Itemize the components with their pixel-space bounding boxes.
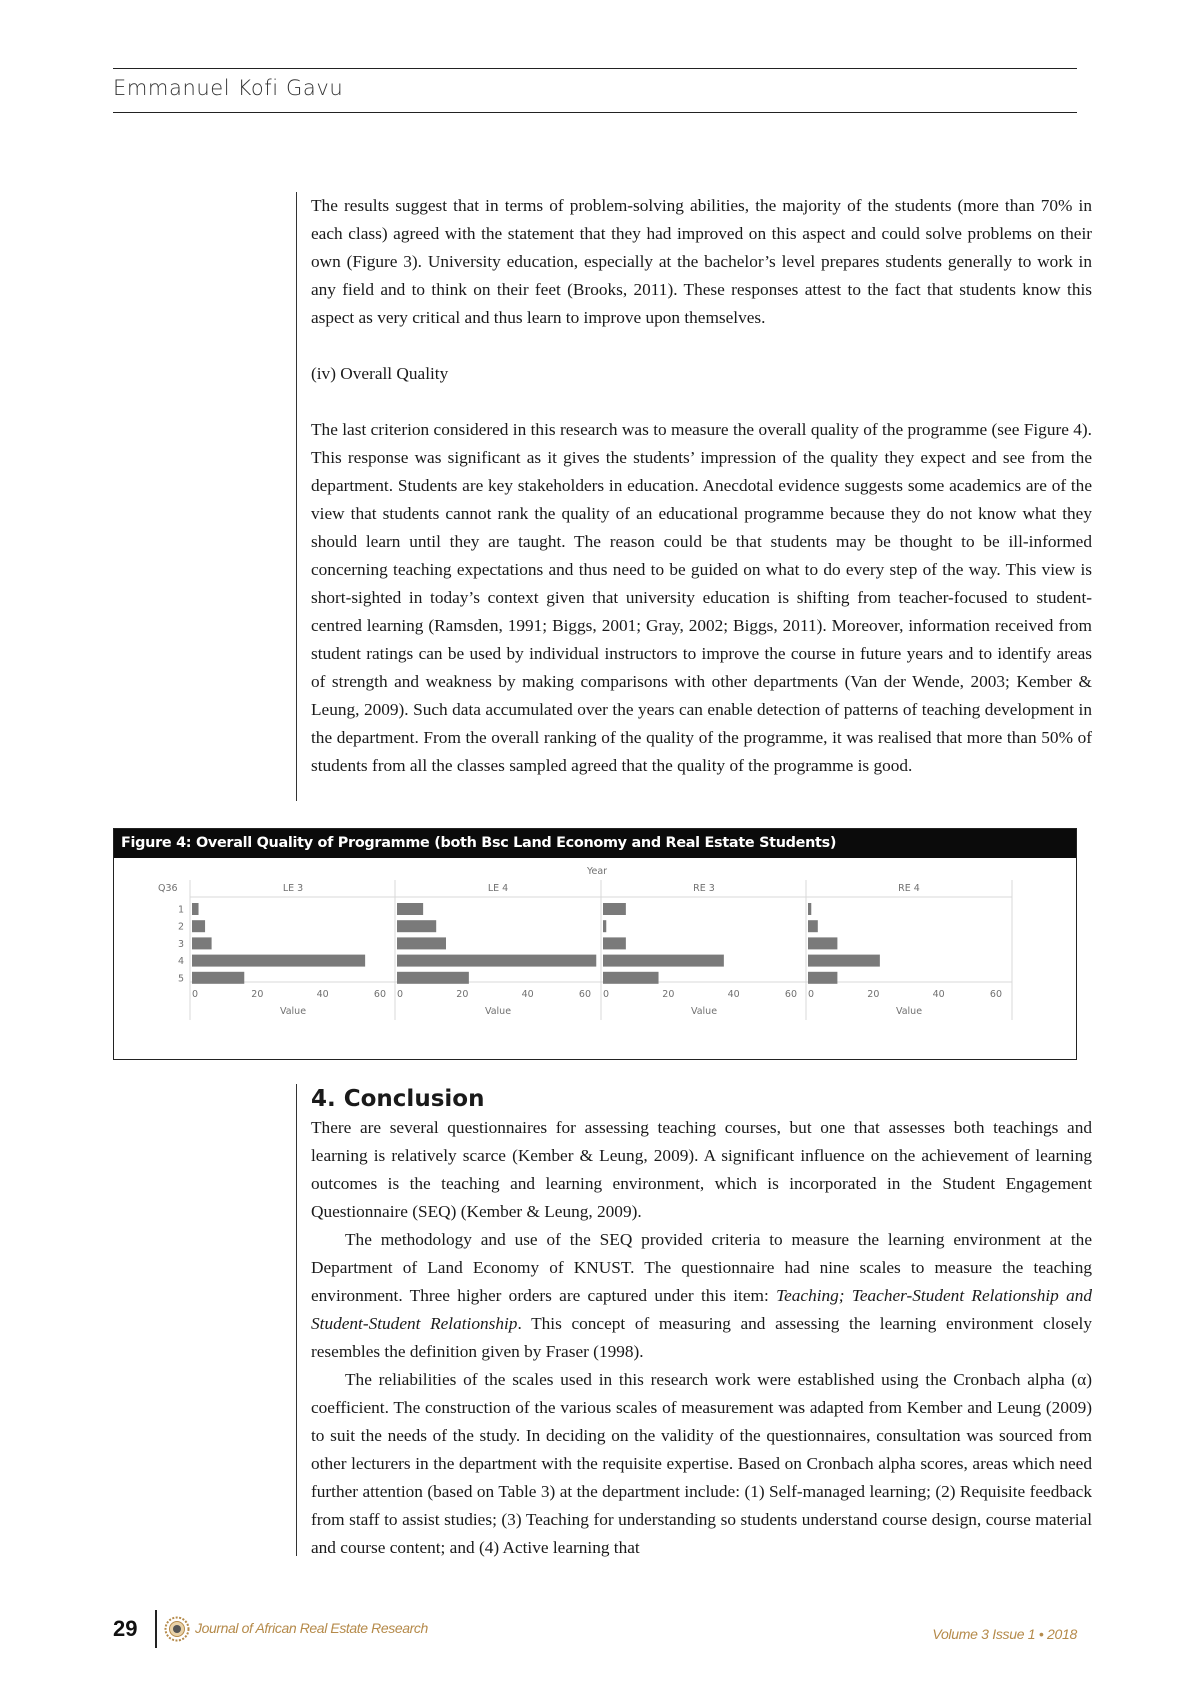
conclusion-p2-emphasis: Teaching; Teacher-Student Relationship and Student-Student Relationship [311,1286,1092,1333]
journal-logo-icon [164,1616,190,1642]
x-axis-label: Value [690,1006,718,1017]
tick-label: 0 [808,989,815,1000]
bar-le-4-q1 [397,903,423,915]
bar-le-3-q1 [192,903,199,915]
tick-label: 0 [192,989,199,1000]
conclusion-paragraph-3: The reliabilities of the scales used in this research work were established using the Cronbach alpha (α) coefficient. The construction of the various scales of measurement was adapted from Kember and Leung (2009) to suit the needs of the study. In deciding on the validity of the questionnaires, consultation was sourced from other lecturers in the department with the requisite expertise. Based on Cronbach alpha scores, areas which need further attention (based on Table 3) at the department include: (1) Self-managed learning; (2) Requisite feedback from staff to assist studies; (3) Teaching for understanding so students understand course design, course material and course content; and (4) Active learning that [311,1370,1092,1557]
conclusion-p2-text-a: The methodology and use of the SEQ provided criteria to measure the learning environment at the Department of Land Economy of KNUST. The questionnaire had nine scales to measure the teaching environment. Three higher orders are captured under this item: [311,1230,1092,1305]
bar-le-3-q3 [192,937,212,949]
x-axis-label: Value [895,1006,923,1017]
bar-le-3-q2 [192,920,205,932]
figure-4-chart [114,858,1074,1058]
tick-label: 20 [662,989,675,1000]
bar-re-3-q1 [603,903,626,915]
paragraph-overall-quality: The last criterion considered in this research was to measure the overall quality of the programme (see Figure 4). This response was significant as it gives the students’ impression of the quality they expect and see from the department. Students are key stakeholders in education. Anecdotal evidence suggests some academics are of the view that students cannot rank the quality of an educational programme because they do not know what they should learn until they are taught. The reason could be that students may be thought to be ill-informed concerning teaching expectations and thus need to be guided on what to do every step of the way. This view is short-sighted in today’s context given that university education is shifting from teacher-focused to student-centred learning (Ramsden, 1991; Biggs, 2001; Gray, 2002; Biggs, 2011). Moreover, information received from student ratings can be used by individual instructors to improve the course in future years and to identify areas of strength and weakness by making comparisons with other departments (Van der Wende, 2003; Kember & Leung, 2009). Such data accumulated over the years can enable detection of patterns of teaching development in the department. From the overall ranking of the quality of the programme, it was realised that more than 50% of students from all the classes sampled agreed that the quality of the programme is good. [311,420,1092,775]
bar-re-3-q4 [603,955,724,967]
bar-le-4-q4 [397,955,596,967]
conclusion-paragraph-2 [311,1226,1092,1366]
paragraph-problem-solving: The results suggest that in terms of problem-solving abilities, the majority of the students (more than 70% in each class) agreed with the statement that they had improved on this aspect and could solve problems on their own (Figure 3). University education, especially at the bachelor’s level prepares students generally to work in any field and to think on their feet (Brooks, 2011). These responses attest to the fact that students know this aspect as very critical and thus learn to improve upon themselves. [311,196,1092,327]
bar-le-4-q2 [397,920,436,932]
header-top-rule [113,68,1077,69]
tick-label: 60 [578,989,591,1000]
panel-re-4 [806,880,1012,1020]
panel-label: RE 3 [693,883,715,894]
tick-label: 40 [727,989,740,1000]
panel-label: LE 3 [282,883,304,894]
conclusion-paragraph-1: There are several questionnaires for assessing teaching courses, but one that assesses both teachings and learning is relatively scarce (Kember & Leung, 2009). A significant influence on the achievement of learning outcomes is the teaching and learning environment, which is incorporated in the Student Engagement Questionnaire (SEQ) (Kember & Leung, 2009). [311,1118,1092,1221]
conclusion-heading: 4. Conclusion [311,1086,485,1112]
bar-re-4-q4 [808,955,880,967]
tick-label: 40 [521,989,534,1000]
bar-re-3-q2 [603,920,606,932]
category-label-4: 4 [177,956,184,968]
tick-label: 60 [784,989,797,1000]
bar-re-4-q5 [808,972,837,984]
category-label-3: 3 [177,938,184,950]
tick-label: 20 [251,989,264,1000]
tick-label: 0 [397,989,404,1000]
bar-re-4-q1 [808,903,811,915]
upper-text-block [296,192,1092,801]
subheading-overall-quality: (iv) Overall Quality [311,364,449,383]
category-label-1: 1 [177,904,184,916]
header-bottom-rule [113,112,1077,113]
bar-le-3-q4 [192,955,365,967]
tick-label: 60 [373,989,386,1000]
bar-le-4-q5 [397,972,469,984]
tick-label: 40 [316,989,329,1000]
tick-label: 40 [932,989,945,1000]
volume-issue: Volume 3 Issue 1 • 2018 [932,1626,1077,1642]
page-footer [113,1608,1077,1652]
panel-re-3 [601,880,807,1020]
bar-le-3-q5 [192,972,244,984]
conclusion-text-block [296,1084,1092,1556]
bar-le-4-q3 [397,937,446,949]
panel-le-4 [395,880,601,1020]
bar-re-3-q3 [603,937,626,949]
panel-label: RE 4 [898,883,920,894]
tick-label: 20 [867,989,880,1000]
bar-re-4-q2 [808,920,818,932]
category-label-2: 2 [177,921,184,933]
category-label-5: 5 [177,973,184,985]
footer-divider [155,1610,157,1648]
conclusion-p2-text-b: . This concept of measuring and assessing the learning environment closely resembles the definition given by Fraser (1998). [311,1314,1092,1361]
panel-le-3 [190,880,396,1020]
running-head-author: Emmanuel Kofi Gavu [113,76,344,100]
panel-label: LE 4 [487,883,509,894]
figure-title: Figure 4: Overall Quality of Programme (both Bsc Land Economy and Real Estate Students) [114,829,1076,858]
page-number: 29 [113,1616,138,1641]
figure-4 [113,828,1077,1060]
bar-re-3-q5 [603,972,659,984]
x-axis-label: Value [484,1006,512,1017]
tick-label: 60 [989,989,1002,1000]
row-axis-label: Q36 [158,883,178,894]
tick-label: 0 [603,989,610,1000]
tick-label: 20 [456,989,469,1000]
x-axis-label: Value [279,1006,307,1017]
facet-title-year: Year [586,866,608,877]
journal-name: Journal of African Real Estate Research [195,1620,428,1636]
bar-re-4-q3 [808,937,837,949]
